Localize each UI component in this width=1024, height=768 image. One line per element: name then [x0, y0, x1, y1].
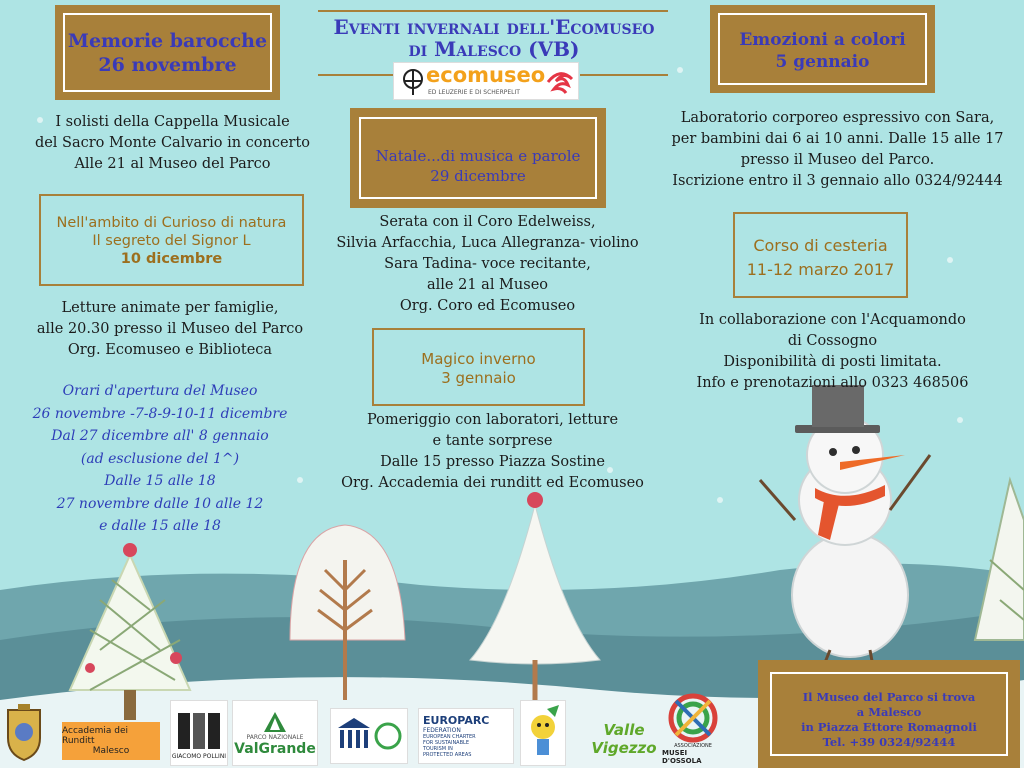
right-tree-icon — [975, 480, 1024, 640]
event1-date: 26 novembre — [98, 54, 237, 76]
ecomuseo-logo-text: ecomuseo — [426, 63, 546, 87]
accademia-name: Accademia dei Runditt — [62, 726, 129, 746]
event4-line: e tante sorprese — [432, 433, 553, 449]
event1-title: Memorie barocche — [67, 30, 268, 52]
hours-line: (ad esclusione del 1^) — [80, 450, 240, 467]
event3-line: Silvia Arfacchia, Luca Allegranza- violino — [336, 235, 639, 251]
page-title — [310, 16, 678, 60]
unesco-temple-icon — [334, 714, 404, 758]
event4-line: Org. Accademia dei runditt ed Ecomuseo — [341, 475, 644, 491]
museum-location-box — [758, 660, 1020, 768]
library-building-icon — [174, 707, 224, 753]
hours-line: e dalle 15 alle 18 — [99, 518, 221, 534]
event6-line: Disponibilità di posti limitata. — [723, 354, 942, 370]
valgrande-leaf-icon — [262, 710, 288, 734]
ecomuseo-logo-subtitle: ED LEUZERIE E DI SCHERPELIT — [428, 89, 520, 96]
event-magico-inverno-box — [372, 328, 585, 406]
event2-line: Org. Ecomuseo e Biblioteca — [67, 342, 273, 358]
parco-valgrande-logo — [232, 700, 318, 766]
event-curioso-di-natura-box — [39, 194, 304, 286]
ecomuseo-swirl-icon — [544, 67, 576, 97]
hours-line: Dalle 15 alle 18 — [104, 473, 216, 489]
event2-description — [5, 298, 335, 361]
event6-title: Corso di cesteria — [753, 236, 888, 255]
accademia-sub: Malesco — [92, 746, 130, 756]
event2-line: alle 20.30 presso il Museo del Parco — [36, 321, 304, 337]
event4-title: Magico inverno — [421, 350, 536, 368]
biblioteca-name: GIACOMO POLLINI — [171, 752, 227, 760]
event6-line: di Cossogno — [787, 333, 878, 349]
museum-opening-hours — [15, 380, 305, 538]
event-emozioni-a-colori-box — [710, 5, 935, 93]
event4-line: Pomeriggio con laboratori, letture — [366, 412, 619, 428]
musei-ossola-logo — [662, 692, 724, 766]
event-corso-di-cesteria-box — [733, 212, 908, 298]
event6-date: 11-12 marzo 2017 — [746, 260, 895, 279]
event3-description — [300, 212, 675, 317]
event4-date: 3 gennaio — [441, 368, 516, 387]
event3-line: Org. Coro ed Ecomuseo — [399, 298, 576, 314]
event3-line: alle 21 al Museo — [427, 277, 548, 293]
event3-line: Serata con il Coro Edelweiss, — [379, 214, 596, 230]
header-bottom-line-left — [318, 74, 393, 76]
vigezzo-label: Vigezzo — [591, 739, 657, 757]
ecomuseo-logo — [393, 62, 579, 100]
museum-line: Tel. +39 0324/92444 — [822, 735, 956, 749]
europarc-name: EUROPARC — [423, 714, 490, 727]
accademia-runditt-logo — [62, 722, 160, 760]
event1-line: Alle 21 al Museo del Parco — [74, 156, 271, 172]
event1-line: I solisti della Cappella Musicale — [55, 114, 290, 130]
event5-line: per bambini dai 6 ai 10 anni. Dalle 15 alle 17 — [671, 131, 1004, 147]
event3-line: Sara Tadina- voce recitante, — [384, 256, 591, 272]
event2-line2: Il segreto del Signor L — [92, 233, 251, 250]
parco-big-label: ValGrande — [234, 740, 316, 757]
museum-line: Il Museo del Parco si trova — [802, 690, 976, 704]
event1-description — [10, 112, 335, 175]
unesco-logo — [330, 708, 408, 764]
event6-line: Info e prenotazioni allo 0323 468506 — [696, 375, 969, 391]
event5-line: Iscrizione entro il 3 gennaio allo 0324/92444 — [672, 173, 1003, 189]
event6-line: In collaborazione con l'Acquamondo — [699, 312, 966, 328]
biblioteca-logo — [170, 700, 228, 766]
parco-small-label: PARCO NAZIONALE — [246, 733, 304, 741]
europarc-charter: EUROPEAN CHARTER FOR SUSTAINABLE TOURISM IN PROTECTED AREAS — [423, 734, 476, 758]
event3-title: Natale...di musica e parole — [375, 147, 581, 165]
event5-line: Laboratorio corporeo espressivo con Sara, — [680, 110, 995, 126]
event4-line: Dalle 15 presso Piazza Sostine — [380, 454, 605, 470]
event1-line: del Sacro Monte Calvario in concerto — [34, 135, 311, 151]
page-title-line1: Eventi invernali dell'Ecomuseo — [333, 15, 655, 39]
ecomuseo-symbol-icon — [400, 67, 426, 97]
hours-line: 27 novembre dalle 10 alle 12 — [56, 495, 264, 512]
hours-line: 26 novembre -7-8-9-10-11 dicembre — [32, 405, 288, 422]
mascot-logo — [520, 700, 566, 766]
event5-date: 5 gennaio — [775, 52, 870, 72]
coat-of-arms-icon — [4, 702, 44, 762]
museum-line: a Malesco — [856, 705, 922, 719]
europarc-sub: FEDERATION — [423, 727, 461, 734]
event5-description — [655, 108, 1020, 192]
event-memorie-barocche-box — [55, 5, 280, 100]
event2-line1: Nell'ambito di Curioso di natura — [56, 215, 287, 231]
event6-description — [660, 310, 1005, 394]
museum-line: in Piazza Ettore Romagnoli — [801, 720, 977, 734]
musei-ossola-circle-icon — [668, 693, 718, 743]
musei-label: MUSEI D'OSSOLA — [662, 749, 702, 765]
event-natale-box — [350, 108, 606, 208]
hours-line: Dal 27 dicembre all' 8 gennaio — [51, 428, 269, 444]
valle-vigezzo-logo — [588, 712, 660, 766]
event3-date: 29 dicembre — [430, 167, 526, 185]
musei-small-label: ASSOCIAZIONE — [674, 743, 712, 749]
hours-line: Orari d'apertura del Museo — [62, 383, 258, 399]
event2-date: 10 dicembre — [120, 251, 223, 268]
event4-description — [305, 410, 680, 494]
event5-title: Emozioni a colori — [739, 30, 906, 50]
event2-line: Letture animate per famiglie, — [61, 300, 279, 316]
header-top-line — [318, 10, 668, 12]
valle-label: Valle — [603, 721, 645, 739]
mascot-character-icon — [523, 703, 563, 763]
header-bottom-line-right — [580, 74, 668, 76]
event5-line: presso il Museo del Parco. — [740, 152, 935, 168]
page-title-line2: di Malesco (VB) — [408, 37, 580, 61]
europarc-logo — [418, 708, 514, 764]
malesco-coat-of-arms-logo — [0, 698, 48, 766]
